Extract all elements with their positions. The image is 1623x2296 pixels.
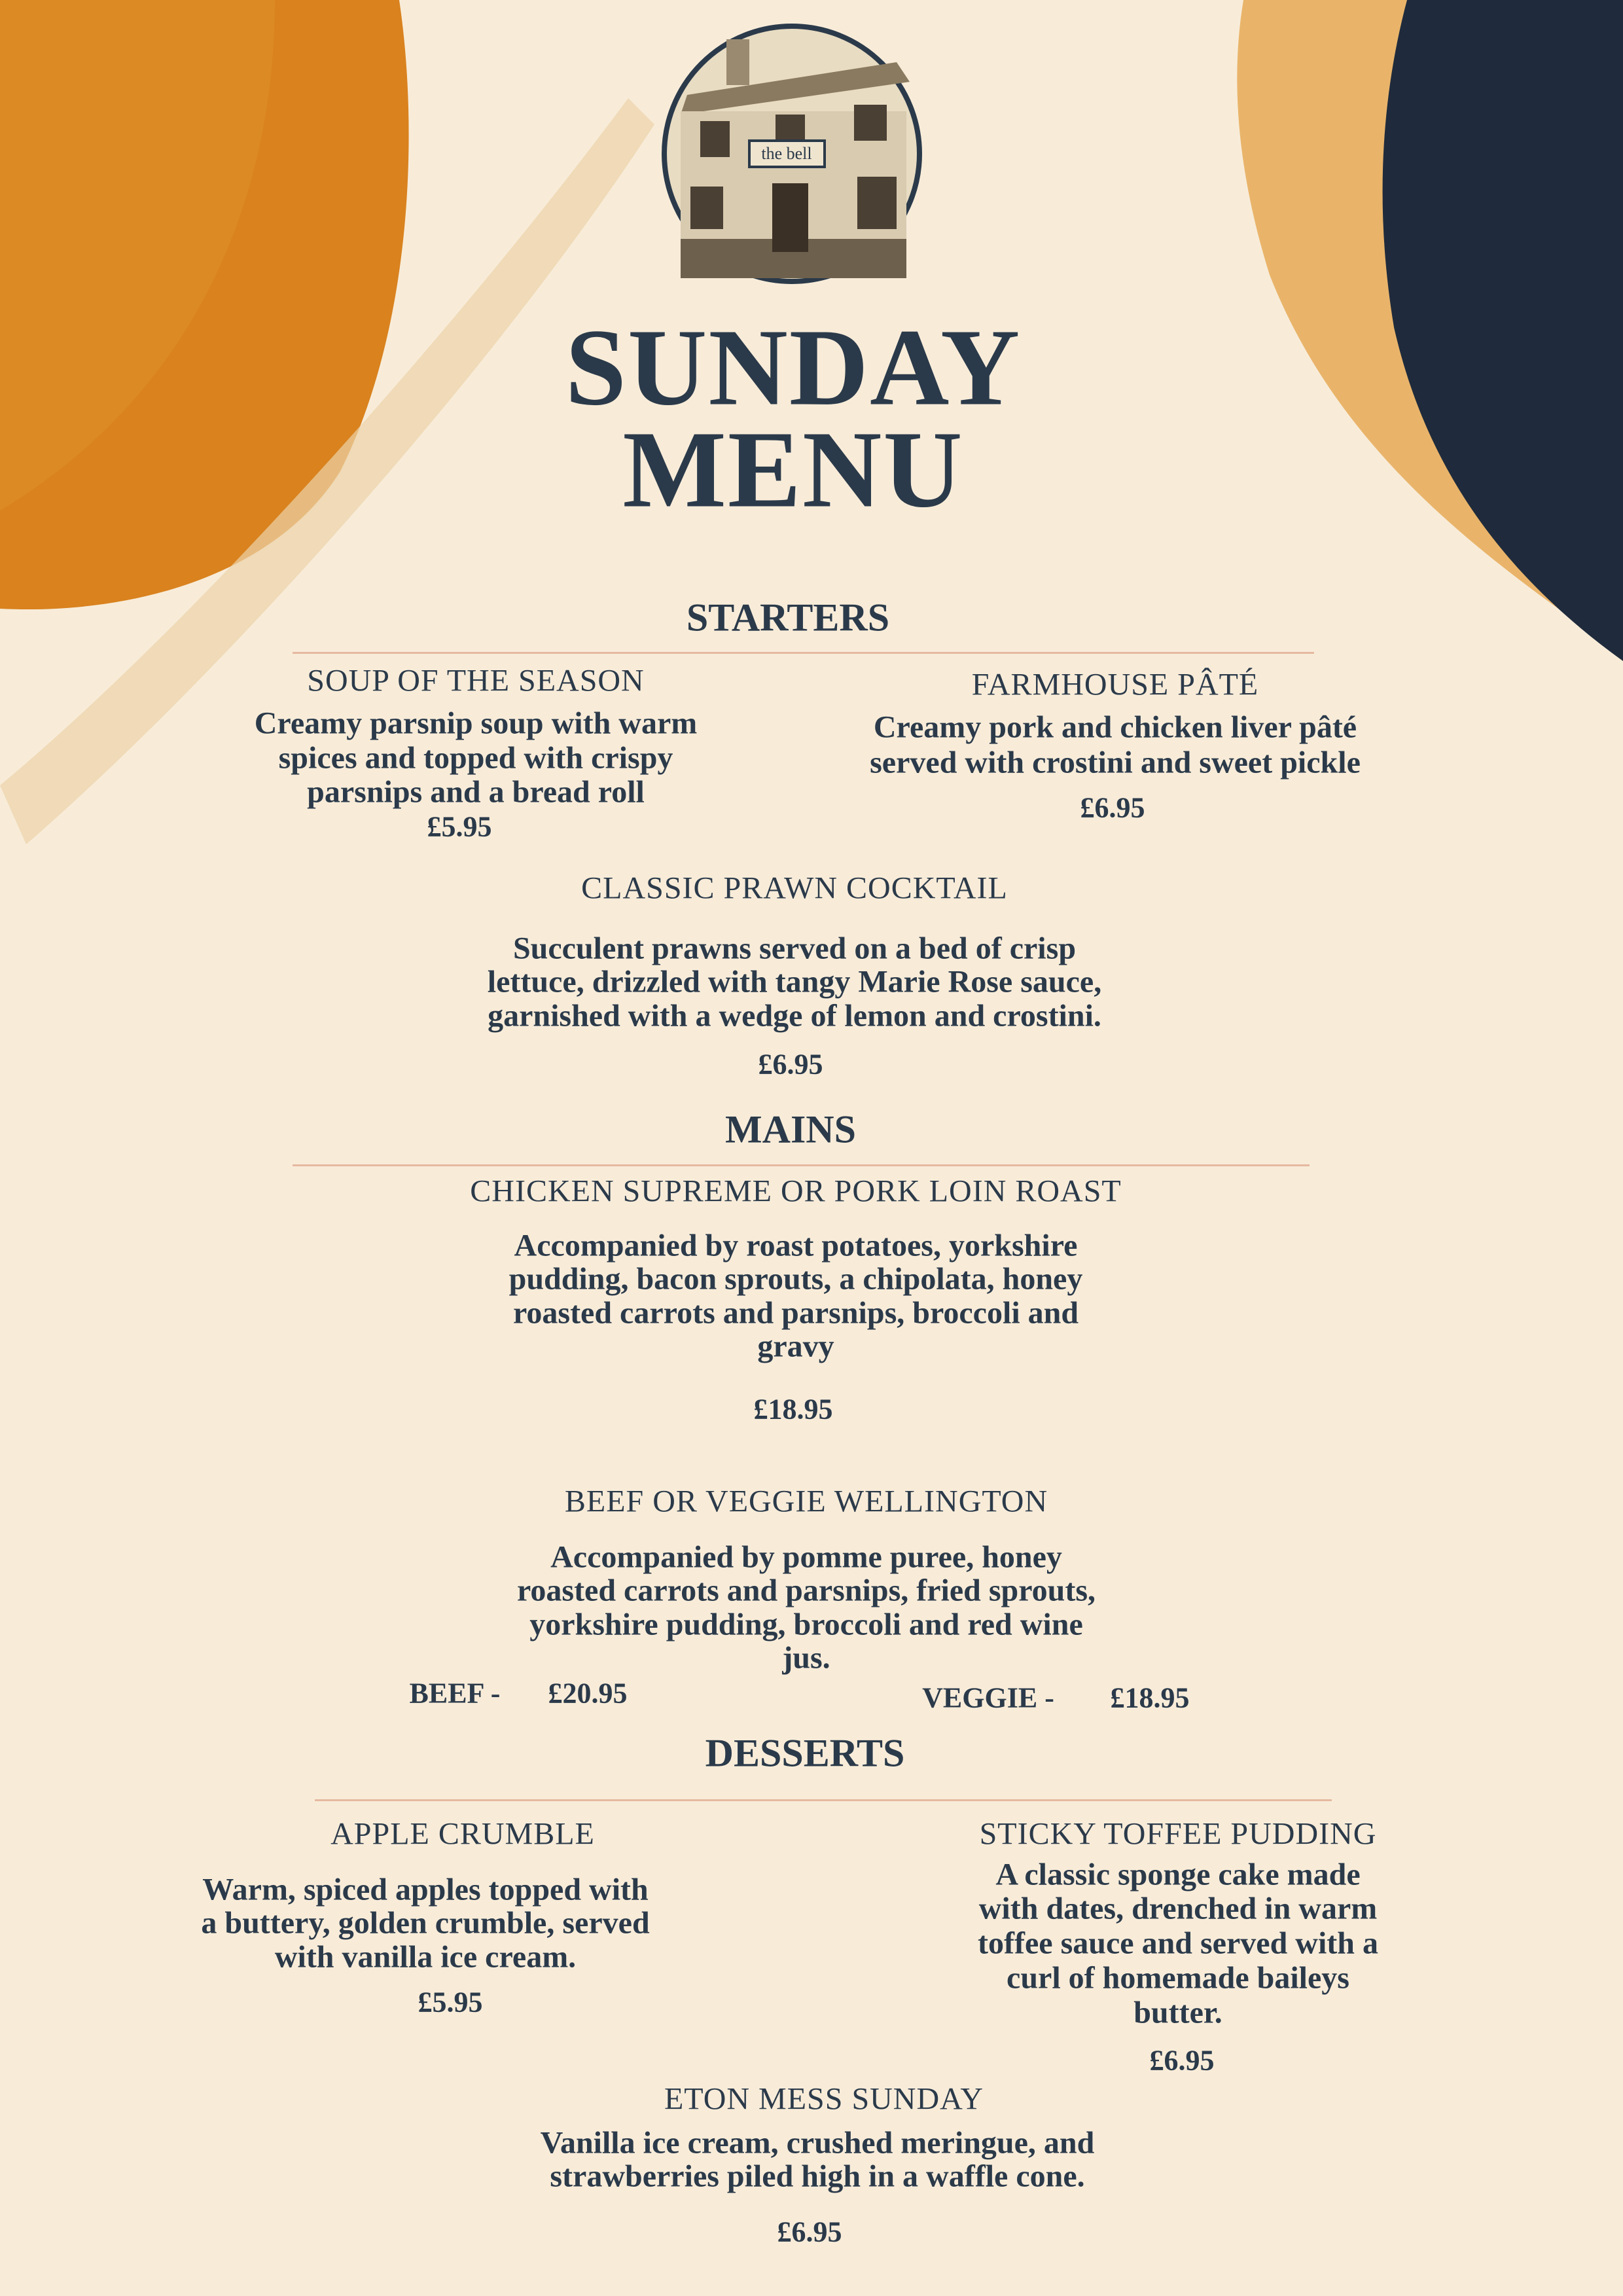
item-description: lettuce, drizzled with tangy Marie Rose sauce,: [487, 964, 1102, 999]
item-name: APPLE CRUMBLE: [330, 1816, 595, 1852]
item-price: £6.95: [777, 2215, 842, 2248]
item-price: £6.95: [758, 1048, 823, 1081]
item-description: spices and topped with crispy: [278, 740, 673, 776]
veggie-label: VEGGIE -: [922, 1681, 1054, 1714]
item-description: Vanilla ice cream, crushed meringue, and: [540, 2125, 1095, 2161]
item-description: yorkshire pudding, broccoli and red wine: [529, 1607, 1083, 1642]
item-name: STICKY TOFFEE PUDDING: [979, 1816, 1377, 1852]
veggie-price: £18.95: [1110, 1681, 1190, 1714]
item-description: Creamy parsnip soup with warm: [254, 706, 698, 741]
item-name: FARMHOUSE PÂTÉ: [971, 667, 1259, 702]
title-line-2: MENU: [622, 408, 964, 531]
logo-sign-text: the bell: [761, 144, 812, 163]
item-description: jus.: [782, 1640, 830, 1676]
beef-price: £20.95: [548, 1677, 628, 1710]
item-description: strawberries piled high in a waffle cone.: [550, 2159, 1085, 2194]
title-line-1: SUNDAY: [565, 306, 1022, 429]
item-price: £6.95: [1080, 791, 1145, 824]
item-description: Accompanied by pomme puree, honey: [550, 1539, 1062, 1575]
section-heading-starters: STARTERS: [686, 596, 890, 639]
item-description: parsnips and a bread roll: [307, 774, 645, 810]
item-name: CHICKEN SUPREME OR PORK LOIN ROAST: [470, 1174, 1122, 1209]
item-name: SOUP OF THE SEASON: [307, 663, 645, 698]
section-heading-desserts: DESSERTS: [705, 1731, 905, 1775]
item-description: gravy: [757, 1329, 834, 1364]
item-description: Accompanied by roast potatoes, yorkshire: [514, 1228, 1078, 1263]
item-description: garnished with a wedge of lemon and crostini.: [488, 998, 1101, 1033]
item-name: BEEF OR VEGGIE WELLINGTON: [564, 1484, 1048, 1519]
item-name: CLASSIC PRAWN COCKTAIL: [581, 870, 1008, 906]
item-description: Warm, spiced apples topped with: [202, 1872, 649, 1907]
item-description: roasted carrots and parsnips, broccoli and: [512, 1295, 1079, 1331]
item-description: Succulent prawns served on a bed of crisp: [512, 931, 1077, 966]
item-description: with dates, drenched in warm: [978, 1891, 1378, 1926]
item-description: butter.: [1133, 1995, 1222, 2030]
item-description: with vanilla ice cream.: [274, 1939, 577, 1975]
item-description: a buttery, golden crumble, served: [201, 1905, 650, 1941]
logo: [661, 23, 923, 285]
divider: [293, 1164, 1310, 1166]
item-price: £5.95: [418, 1986, 483, 2018]
section-heading-mains: MAINS: [724, 1107, 857, 1151]
item-description: toffee sauce and served with a: [978, 1926, 1378, 1961]
item-description: roasted carrots and parsnips, fried sprouts,: [516, 1573, 1096, 1608]
item-description: served with crostini and sweet pickle: [870, 745, 1361, 780]
item-price: £5.95: [427, 810, 492, 843]
item-description: Creamy pork and chicken liver pâté: [873, 709, 1357, 745]
item-description: curl of homemade baileys: [1007, 1960, 1349, 1996]
item-description: A classic sponge cake made: [995, 1857, 1361, 1892]
item-description: pudding, bacon sprouts, a chipolata, honey: [508, 1261, 1083, 1297]
item-price: £18.95: [753, 1393, 833, 1426]
item-price: £6.95: [1149, 2044, 1215, 2077]
divider: [315, 1799, 1332, 1801]
item-name: ETON MESS SUNDAY: [664, 2081, 984, 2117]
divider: [293, 652, 1314, 654]
beef-label: BEEF -: [409, 1677, 501, 1710]
